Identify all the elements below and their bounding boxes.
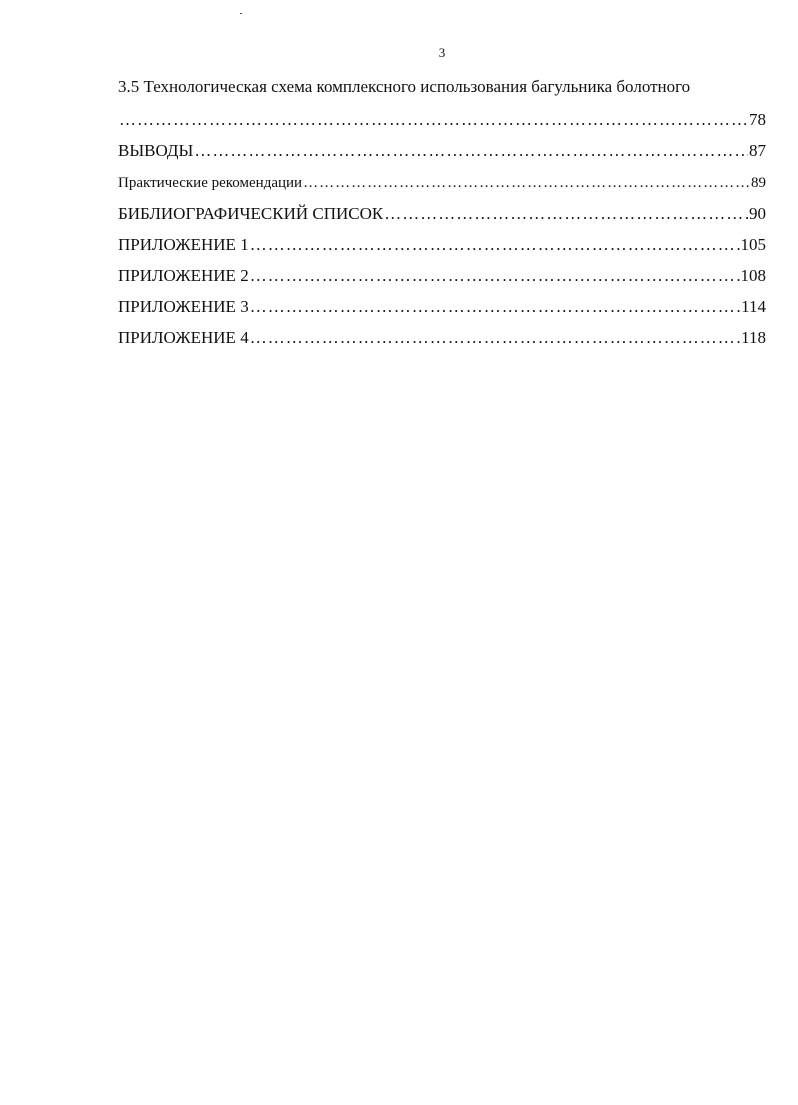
toc-page-number: 90 (749, 204, 766, 223)
toc-entry-label: Практические рекомендации (118, 175, 303, 191)
toc-entry-label: ВЫВОДЫ (118, 141, 194, 160)
toc-leader (193, 140, 748, 162)
toc-entry-conclusions (118, 140, 766, 162)
scan-speck (240, 13, 242, 14)
toc-entry-recommendations (118, 172, 766, 194)
toc-page-number: 114 (741, 297, 766, 316)
toc-entry-appendix-1 (118, 234, 766, 256)
toc-leader (249, 234, 740, 256)
toc-leader (249, 327, 740, 349)
toc-entry-appendix-3 (118, 296, 766, 318)
toc-entry-label: ПРИЛОЖЕНИЕ 2 (118, 266, 249, 285)
toc-leader (118, 109, 748, 131)
toc-entry-label: БИБЛИОГРАФИЧЕСКИЙ СПИСОК (118, 204, 384, 223)
toc-page-number: 89 (751, 175, 766, 191)
toc-entry-bibliography (118, 203, 766, 225)
toc-leader (249, 296, 740, 318)
toc-entry-label: ПРИЛОЖЕНИЕ 1 (118, 235, 249, 254)
toc-entry-appendix-2 (118, 265, 766, 287)
toc-page-number: 108 (740, 266, 766, 285)
toc-entry-appendix-4 (118, 327, 766, 349)
page-number: 3 (438, 45, 446, 60)
toc-leader (302, 172, 750, 194)
toc-entry-3-5-leader-line (118, 109, 766, 131)
toc-leader (249, 265, 740, 287)
toc-page-number: 105 (740, 235, 766, 254)
toc-page-number: 78 (749, 110, 766, 129)
toc-entry-3-5-title: 3.5 Технологическая схема комплексного использования багульника болотного (118, 77, 691, 96)
toc-page-number: 87 (749, 141, 766, 160)
toc-entry-label: ПРИЛОЖЕНИЕ 4 (118, 328, 249, 347)
toc-page-number: 118 (741, 328, 766, 347)
toc-leader (383, 203, 748, 225)
toc-entry-label: ПРИЛОЖЕНИЕ 3 (118, 297, 249, 316)
